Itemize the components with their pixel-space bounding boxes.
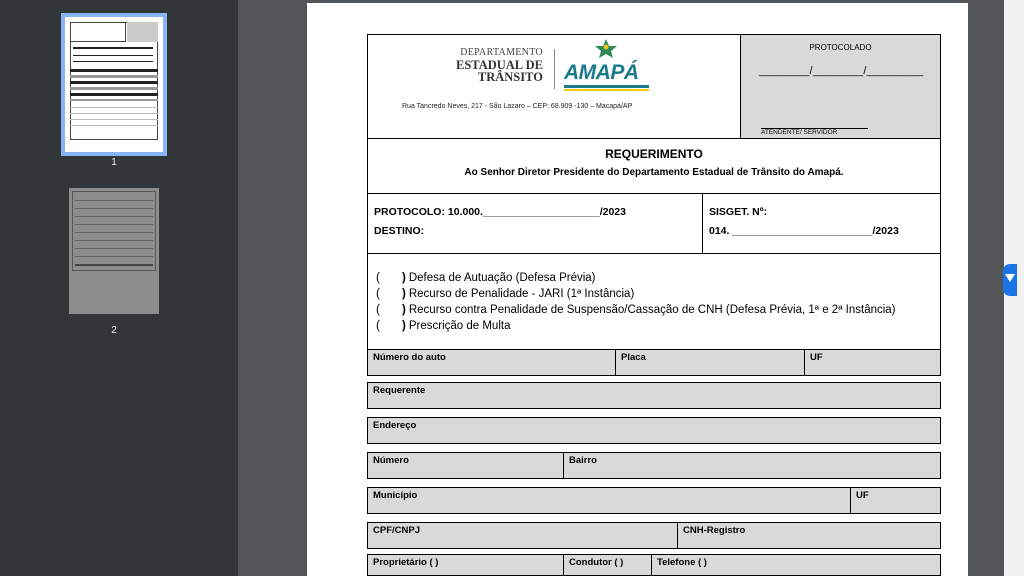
header-logo-cell (367, 34, 741, 139)
option-recurso-jari[interactable] (376, 288, 634, 300)
sisget-label: SISGET. Nº: (709, 206, 768, 218)
thumb-protocol-box (127, 22, 158, 42)
field-label: CPF/CNPJ (373, 525, 420, 536)
thumb-line (70, 81, 158, 84)
checkbox-close: ) (402, 304, 406, 316)
proprietario-field[interactable] (367, 554, 564, 576)
option-recurso-suspensao[interactable] (376, 304, 896, 316)
option-prescricao[interactable] (376, 320, 510, 332)
numero-field[interactable] (367, 452, 564, 479)
protocolo-cell (367, 193, 703, 254)
logo-line-1: DEPARTAMENTO (460, 47, 543, 58)
page-thumbnail-1[interactable] (65, 17, 163, 152)
uf-field-2[interactable] (850, 487, 941, 514)
atendente-label: ATENDENTE/ SERVIDOR (761, 129, 838, 136)
page-thumbnail-2[interactable] (69, 188, 159, 314)
field-label: Condutor ( ) (569, 557, 624, 568)
thumb-line (70, 113, 158, 114)
protocolo-text: PROTOCOLO: 10.000.____________________/2023 (374, 206, 626, 218)
thumb-line (70, 87, 158, 90)
municipio-field[interactable] (367, 487, 851, 514)
option-label: Recurso de Penalidade - JARI (1ª Instância) (408, 288, 635, 300)
field-label: Município (373, 490, 418, 501)
field-label: Número (373, 455, 409, 466)
thumb-page-number: 2 (111, 325, 117, 336)
protocolado-label: PROTOCOLADO (809, 43, 872, 52)
checkbox-open: ( (376, 320, 380, 332)
thumb-line (70, 119, 158, 120)
thumb-header-box (70, 22, 126, 42)
form-addressee: Ao Senhor Diretor Presidente do Departamento Estadual de Trânsito do Amapá. (464, 167, 844, 178)
thumb-line (70, 125, 158, 126)
sisget-value: 014. ________________________/2023 (709, 225, 899, 237)
scroll-down-button[interactable] (1003, 264, 1017, 296)
detran-logo (456, 47, 543, 83)
thumb-page-border (72, 191, 156, 271)
field-label: Endereço (373, 420, 417, 431)
field-label: UF (856, 490, 869, 501)
cnh-registro-field[interactable] (677, 522, 941, 549)
thumb-line (75, 256, 153, 257)
checkbox-close: ) (402, 288, 406, 300)
thumb-line (75, 208, 153, 209)
placa-field[interactable] (615, 349, 805, 376)
thumb-line (73, 47, 153, 49)
thumb-line (73, 61, 153, 62)
form-title: REQUERIMENTO (605, 147, 703, 161)
thumb-line (70, 69, 158, 72)
field-label: Bairro (569, 455, 597, 466)
uf-field[interactable] (804, 349, 941, 376)
thumb-line (75, 224, 153, 225)
endereco-field[interactable] (367, 417, 941, 444)
option-label: Recurso contra Penalidade de Suspensão/Cassação de CNH (Defesa Prévia, 1ª e 2ª Instância) (408, 304, 896, 316)
thumb-line (75, 232, 153, 233)
field-label: Proprietário ( ) (373, 557, 439, 568)
address-text: Rua Tancredo Neves, 217 - São Lazaro – CEP: 68.909 -130 – Macapá/AP (402, 103, 633, 110)
checkbox-close: ) (402, 272, 406, 284)
thumb-line (75, 240, 153, 241)
logo-stripe (564, 89, 649, 91)
options-cell (367, 253, 941, 350)
numero-auto-field[interactable] (367, 349, 616, 376)
thumb-line (75, 216, 153, 217)
field-label: CNH-Registro (683, 525, 746, 536)
option-defesa-autuacao[interactable] (376, 272, 596, 284)
field-label: UF (810, 352, 823, 363)
logo-line-3: TRÂNSITO (477, 70, 543, 84)
option-label: Prescrição de Multa (408, 320, 511, 332)
thumb-line (70, 107, 158, 108)
telefone-field[interactable] (651, 554, 941, 576)
logo-line-2: ESTADUAL DE (456, 58, 543, 72)
date-blank: ________/________/_________ (759, 65, 924, 77)
sisget-cell (702, 193, 941, 254)
checkbox-open: ( (376, 272, 380, 284)
field-label: Número do auto (373, 352, 446, 363)
thumb-line (75, 264, 153, 266)
field-label: Placa (621, 352, 646, 363)
cpf-cnpj-field[interactable] (367, 522, 678, 549)
star-figure-icon (586, 37, 626, 63)
amapa-logo: AMAPÁ (564, 61, 639, 84)
thumb-line (70, 75, 158, 78)
field-label: Telefone ( ) (657, 557, 707, 568)
condutor-field[interactable] (563, 554, 652, 576)
checkbox-close: ) (402, 320, 406, 332)
thumb-line (75, 248, 153, 249)
checkbox-open: ( (376, 304, 380, 316)
thumb-page-number: 1 (111, 157, 117, 168)
thumb-line (70, 99, 158, 101)
logo-stripe (564, 85, 649, 88)
destino-label: DESTINO: (374, 225, 425, 237)
protocolado-box (740, 34, 941, 139)
thumb-line (70, 93, 158, 96)
option-label: Defesa de Autuação (Defesa Prévia) (408, 272, 596, 284)
field-label: Requerente (373, 385, 426, 396)
checkbox-open: ( (376, 288, 380, 300)
thumbnail-sidebar (0, 0, 238, 576)
logo-divider (554, 49, 555, 89)
requerente-field[interactable] (367, 382, 941, 409)
title-cell (367, 138, 941, 194)
thumb-line (73, 55, 153, 56)
bairro-field[interactable] (563, 452, 941, 479)
thumb-line (75, 200, 153, 201)
